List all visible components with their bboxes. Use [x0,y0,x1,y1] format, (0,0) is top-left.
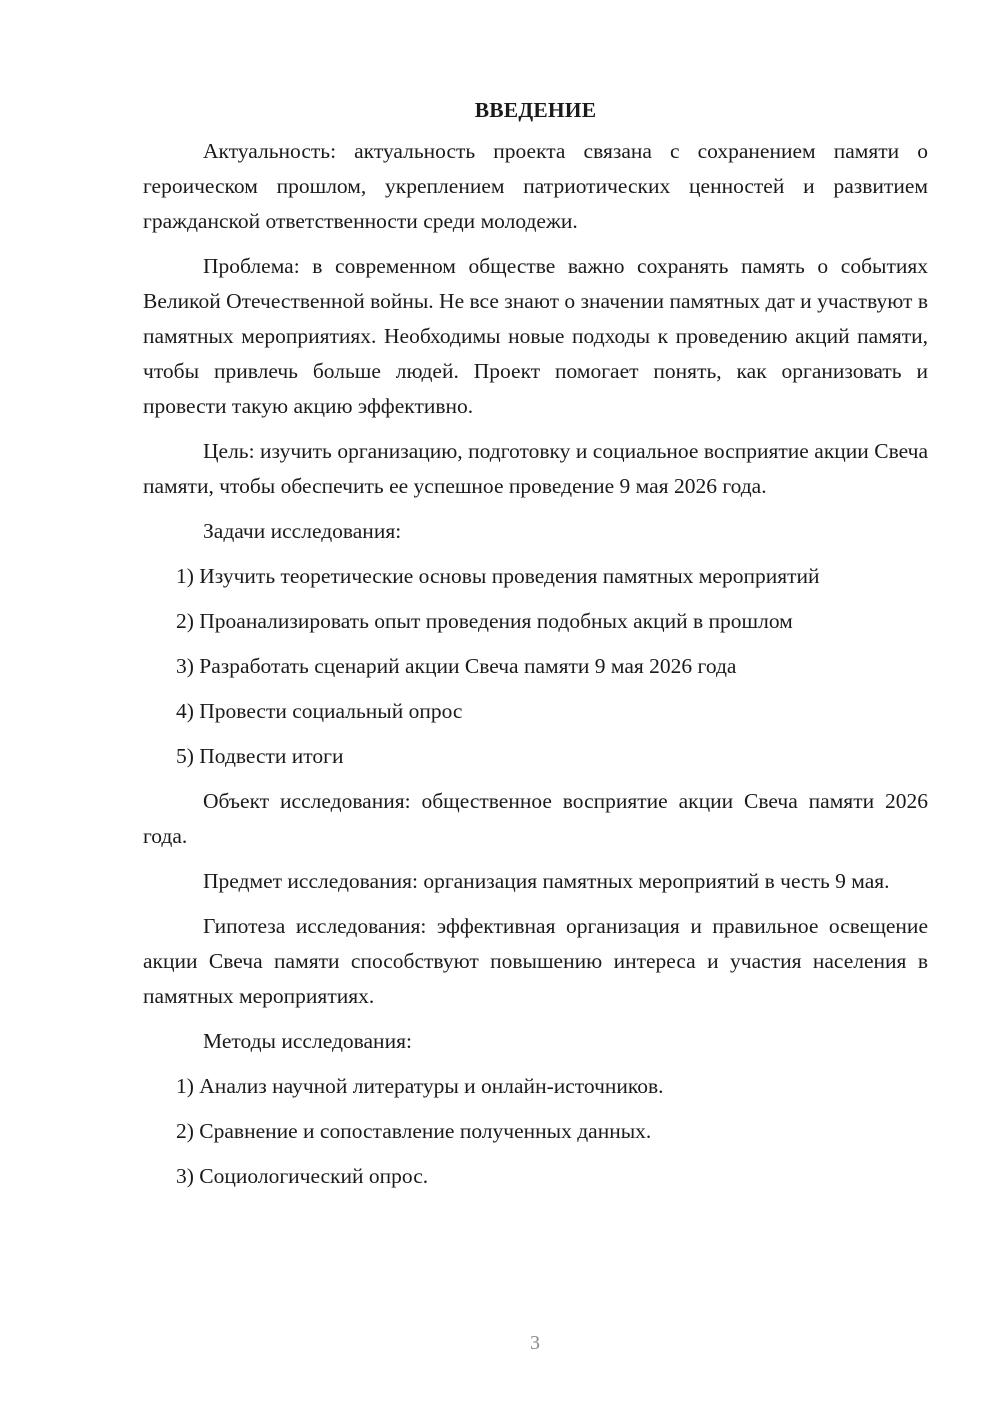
method-item: 3) Социологический опрос. [176,1164,429,1188]
task-item: 1) Изучить теоретические основы проведения памятных мероприятий [176,564,820,588]
method-item: 2) Сравнение и сопоставление полученных данных. [176,1119,652,1143]
page-number: 3 [530,1332,540,1354]
methods-list [143,1069,928,1194]
document-page [143,92,928,1204]
subject-paragraph: Предмет исследования: организация памятных мероприятий в честь 9 мая. [203,869,890,893]
problem-paragraph: Проблема: в современном обществе важно сохранять память о событиях Великой Отечественной войны. Не все знают о значении памятных дат и участвуют в памятных мероприятиях. Необходимы новые подходы к проведению акций памяти, чтобы привлечь больше людей. Проект помогает понять, как организовать и провести такую акцию эффективно. [143,254,928,418]
task-item: 5) Подвести итоги [176,744,344,768]
relevance-paragraph: Актуальность: актуальность проекта связана с сохранением памяти о героическом прошлом, укреплением патриотических ценностей и развитием гражданской ответственности среди молодежи. [143,139,928,233]
method-item: 1) Анализ научной литературы и онлайн-источников. [176,1074,664,1098]
hypothesis-paragraph: Гипотеза исследования: эффективная организация и правильное освещение акции Свеча памяти способствуют повышению интереса и участия населения в памятных мероприятиях. [143,914,928,1008]
tasks-list [143,559,928,774]
object-paragraph: Объект исследования: общественное восприятие акции Свеча памяти 2026 года. [143,789,928,848]
goal-paragraph: Цель: изучить организацию, подготовку и социальное восприятие акции Свеча памяти, чтобы обеспечить ее успешное проведение 9 мая 2026 года. [143,439,928,498]
task-item: 3) Разработать сценарий акции Свеча памяти 9 мая 2026 года [176,654,737,678]
methods-heading: Методы исследования: [203,1029,412,1053]
tasks-heading: Задачи исследования: [203,519,402,543]
task-item: 4) Провести социальный опрос [176,699,463,723]
task-item: 2) Проанализировать опыт проведения подобных акций в прошлом [176,609,793,633]
page-title: ВВЕДЕНИЕ [474,98,597,122]
